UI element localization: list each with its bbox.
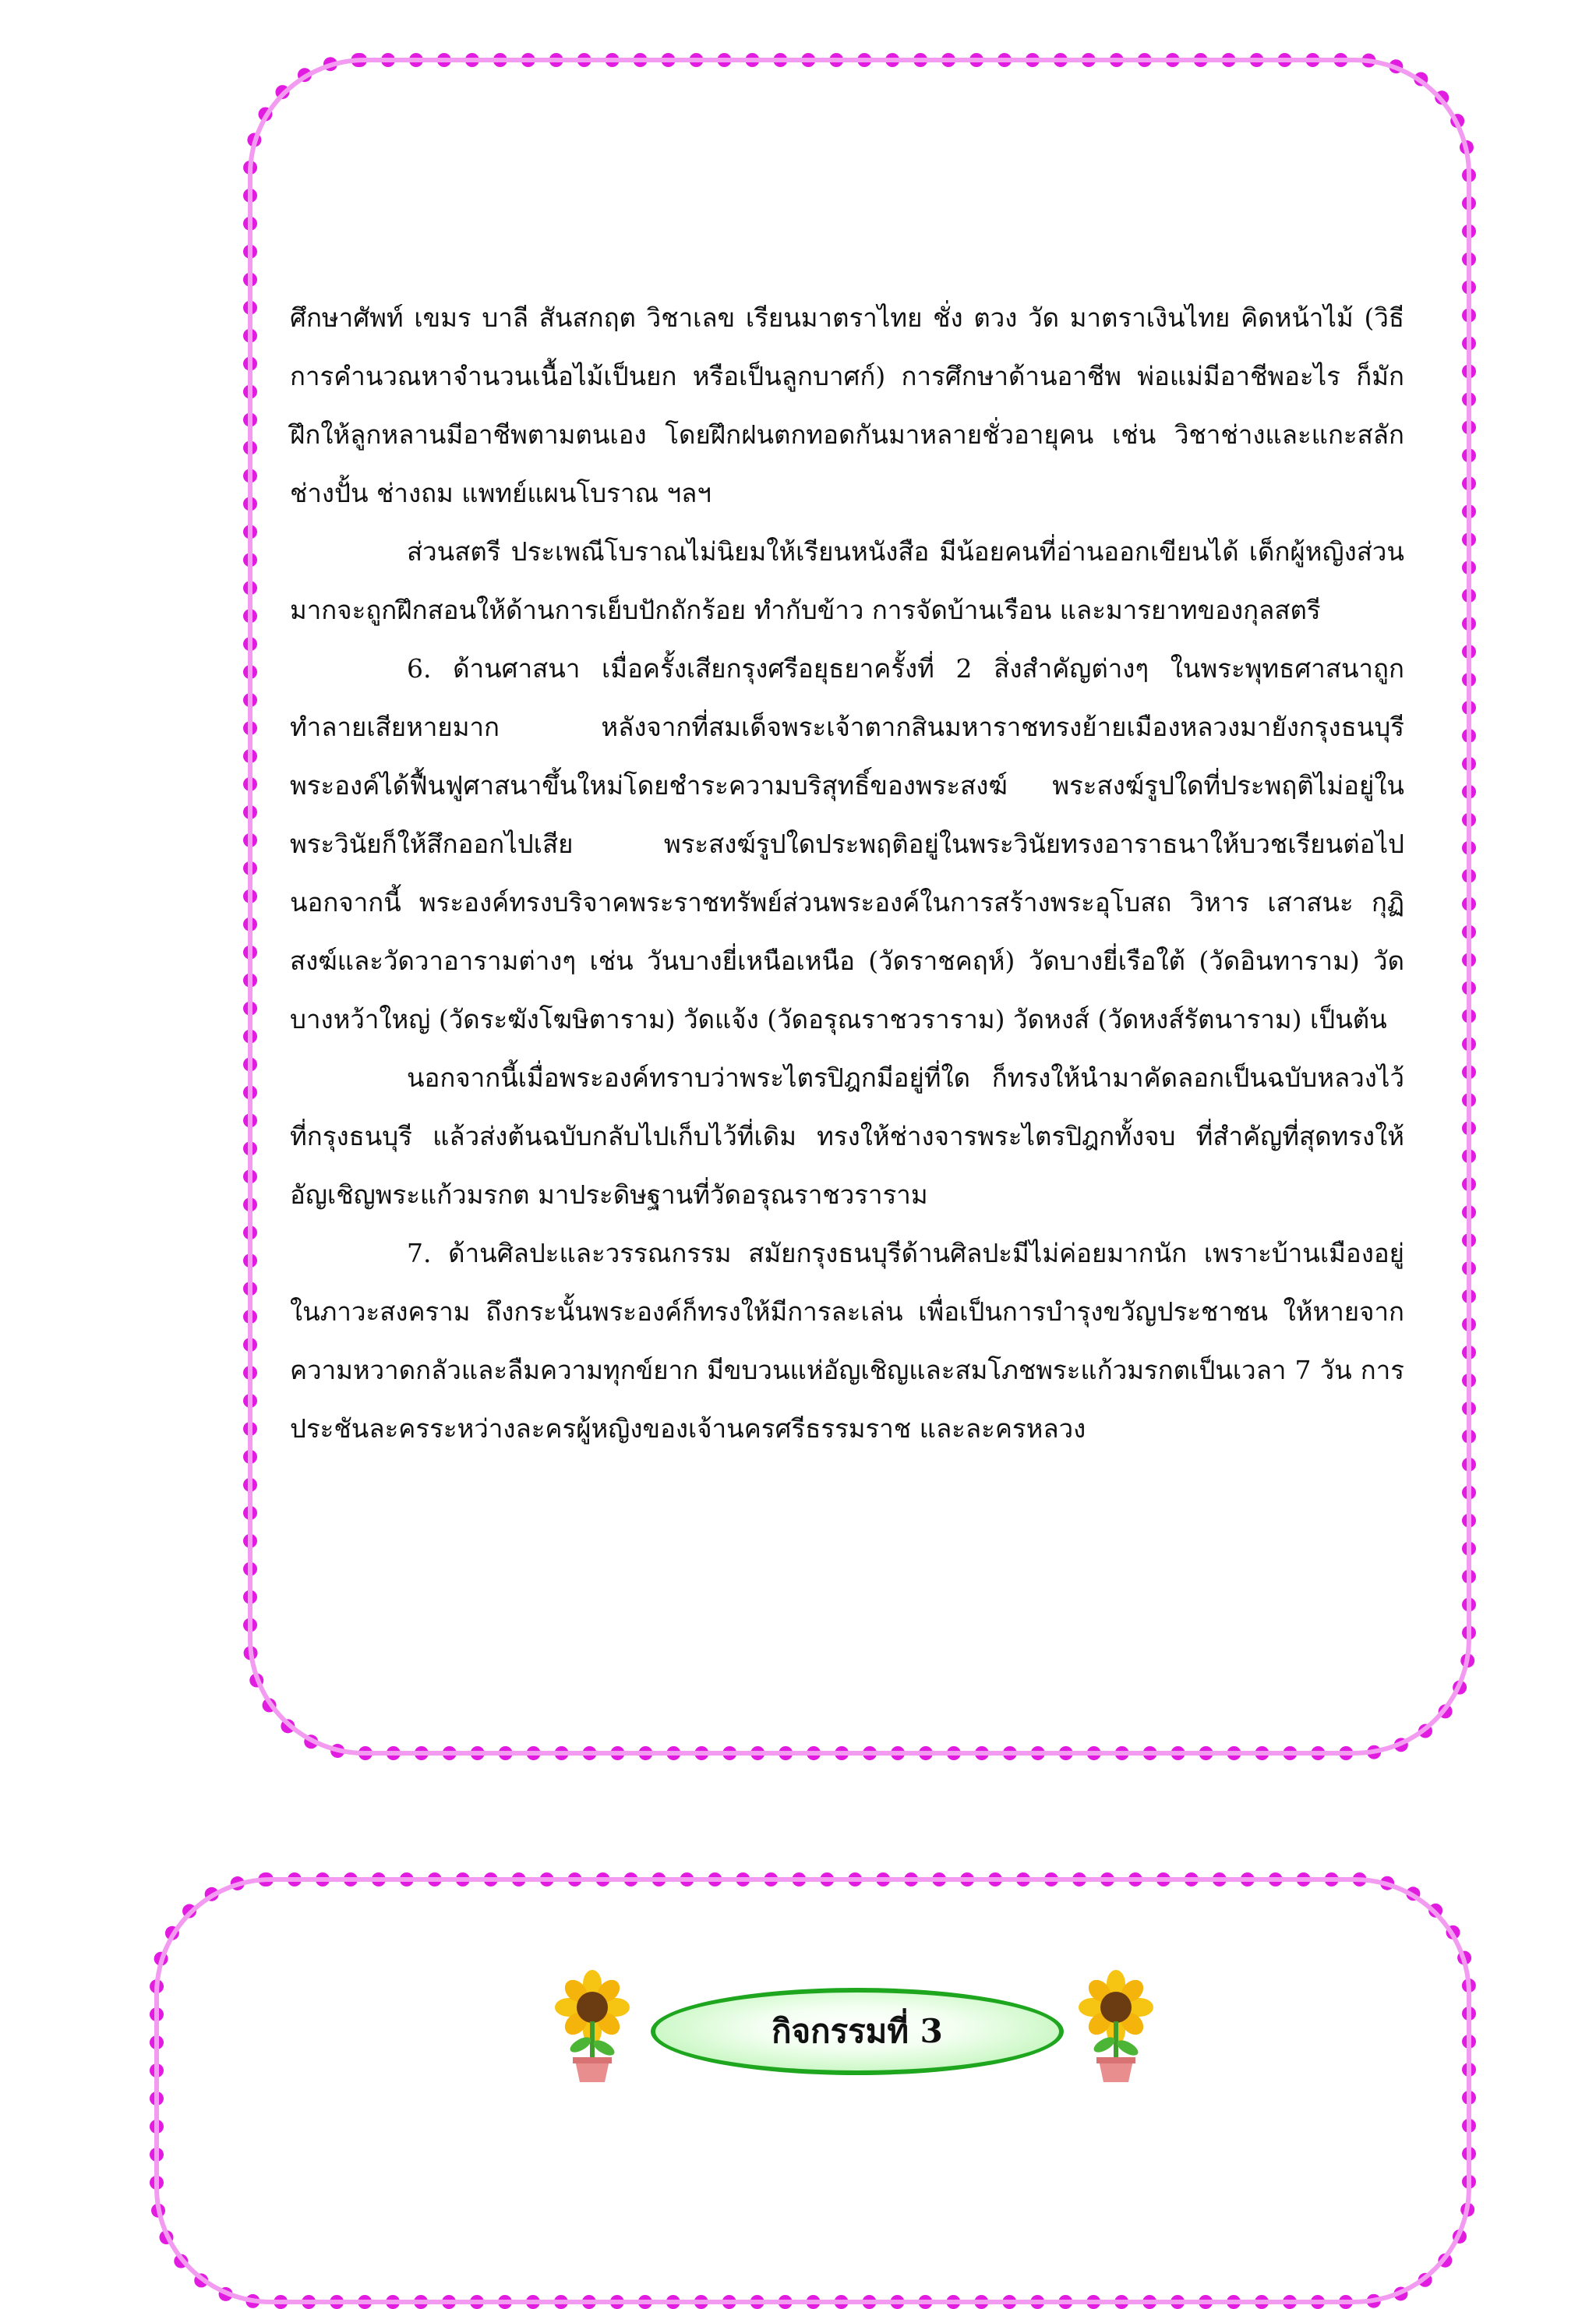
sunflower-pot-icon	[1073, 1968, 1159, 2085]
paragraph-tripitaka: นอกจากนี้เมื่อพระองค์ทราบว่าพระไตรปิฎกมีอยู่ที่ใด ก็ทรงให้นำมาคัดลอกเป็นฉบับหลวงไว้ที่กรุงธนบุรี แล้วส่งต้นฉบับกลับไปเก็บไว้ที่เดิม ทรงให้ช่างจารพระไตรปิฎกทั้งจบ ที่สำคัญที่สุดทรงให้อัญเชิญพระแก้วมรกต มาประดิษฐานที่วัดอรุณราชวราราม	[290, 1063, 1404, 1210]
paragraph-arts-literature: 7. ด้านศิลปะและวรรณกรรม สมัยกรุงธนบุรีด้านศิลปะมีไม่ค่อยมากนัก เพราะบ้านเมืองอยู่ในภาวะสงคราม ถึงกระนั้นพระองค์ก็ทรงให้มีการละเล่น เพื่อเป็นการบำรุงขวัญประชาชน ให้หายจากความหวาดกลัวและลืมความทุกข์ยาก มีขบวนแห่อัญเชิญและสมโภชพระแก้วมรกตเป็นเวลา 7 วัน การประชันละครระหว่างละครผู้หญิงของเจ้านครศรีธรรมราช และละครหลวง	[290, 1238, 1404, 1444]
paragraph-religion: 6. ด้านศาสนา เมื่อครั้งเสียกรุงศรีอยุธยาครั้งที่ 2 สิ่งสำคัญต่างๆ ในพระพุทธศาสนาถูกทำลายเสียหายมาก หลังจากที่สมเด็จพระเจ้าตากสินมหาราชทรงย้ายเมืองหลวงมายังกรุงธนบุรี พระองค์ได้ฟื้นฟูศาสนาขึ้นใหม่โดยชำระความบริสุทธิ์ของพระสงฆ์ พระสงฆ์รูปใดที่ประพฤติไม่อยู่ในพระวินัยก็ให้สึกออกไปเสีย พระสงฆ์รูปใดประพฤติอยู่ในพระวินัยทรงอาราธนาให้บวชเรียนต่อไป นอกจากนี้ พระองค์ทรงบริจาคพระราชทรัพย์ส่วนพระองค์ในการสร้างพระอุโบสถ วิหาร เสาสนะ กุฏิสงฆ์และวัดวาอารามต่างๆ เช่น วันบางยี่เหนือเหนือ (วัดราชคฤห์) วัดบางยี่เรือใต้ (วัดอินทาราม) วัดบางหว้าใหญ่ (วัดระฆังโฆษิตาราม) วัดแจ้ง (วัดอรุณราชวราราม) วัดหงส์ (วัดหงส์รัตนาราม) เป็นต้น	[290, 653, 1404, 1034]
activity-title-badge	[651, 1988, 1064, 2075]
activity-title: กิจกรรมที่ 3	[772, 2012, 943, 2050]
paragraph-education-men: ศึกษาศัพท์ เขมร บาลี สันสกฤต วิชาเลข เรียนมาตราไทย ชั่ง ตวง วัด มาตราเงินไทย คิดหน้าไม้ (วิธีการคำนวณหาจำนวนเนื้อไม้เป็นยก หรือเป็นลูกบาศก์) การศึกษาด้านอาชีพ พ่อแม่มีอาชีพอะไร ก็มักฝึกให้ลูกหลานมีอาชีพตามตนเอง โดยฝึกฝนตกทอดกันมาหลายชั่วอายุคน เช่น วิชาช่างและแกะสลัก ช่างปั้น ช่างถม แพทย์แผนโบราณ ฯลฯ	[290, 302, 1404, 508]
sunflower-pot-icon	[549, 1968, 635, 2085]
document-body	[290, 288, 1404, 1458]
activity-frame	[150, 1872, 1476, 2309]
paragraph-education-women: ส่วนสตรี ประเพณีโบราณไม่นิยมให้เรียนหนังสือ มีน้อยคนที่อ่านออกเขียนได้ เด็กผู้หญิงส่วนมากจะถูกฝึกสอนให้ด้านการเย็บปักถักร้อย ทำกับข้าว การจัดบ้านเรือน และมารยาทของกุลสตรี	[290, 536, 1404, 625]
